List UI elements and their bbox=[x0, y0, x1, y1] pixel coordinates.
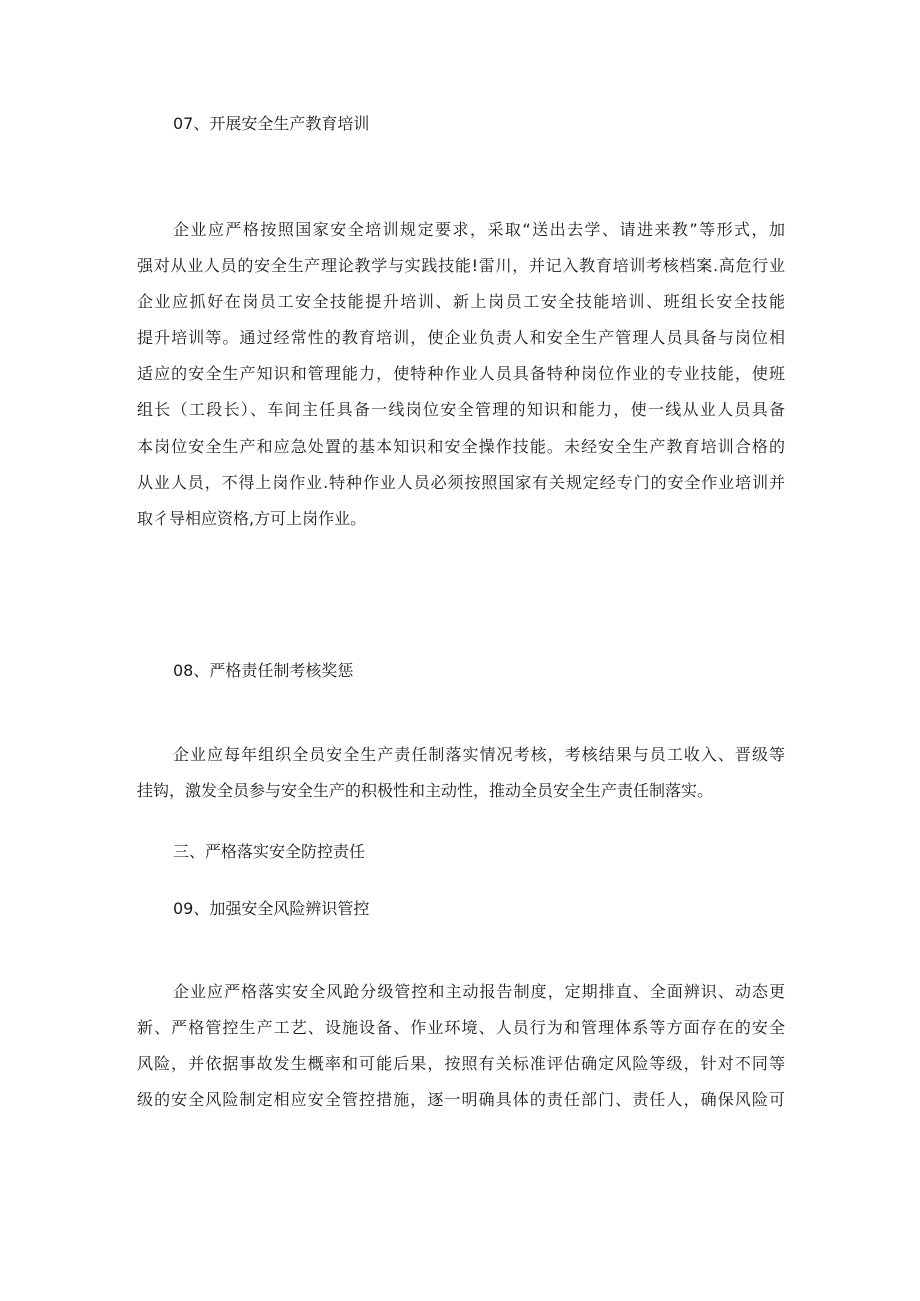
paragraph-line: 适应的安全生产知识和管理能力，使特种作业人员具备特种岗位作业的专业技能，使班 bbox=[137, 364, 785, 384]
section-heading-07: 07、开展安全生产教育培训 bbox=[173, 114, 370, 133]
section-heading-08: 08、严格责任制考核奖惩 bbox=[173, 661, 354, 680]
paragraph-line: 取彳导相应资格,方可上岗作业。 bbox=[137, 508, 367, 528]
paragraph-line: 本岗位安全生产和应急处置的基本知识和安全操作技能。未经安全生产教育培训合格的 bbox=[137, 436, 785, 456]
paragraph-08 bbox=[137, 737, 785, 809]
paragraph-line: 提升培训等。通过经常性的教育培训，使企业负责人和安全生产管理人员具备与岗位相 bbox=[137, 328, 785, 348]
paragraph-line: 级的安全风险制定相应安全管控措施，逐一明确具体的责任部门、责任人，确保风险可 bbox=[137, 1090, 785, 1110]
paragraph-line: 组长（工段长）、车间主任具备一线岗位安全管理的知识和能力，使一线从业人员具备 bbox=[137, 400, 785, 420]
paragraph-line: 企业应严格落实安全风跄分级管控和主动报告制度，定期排直、全面辨识、动态更 bbox=[173, 982, 785, 1001]
paragraph-line: 风险，并依据事故发生概率和可能后果，按照有关标准评估确定风险等级，针对不同等 bbox=[137, 1054, 785, 1074]
paragraph-07 bbox=[137, 212, 785, 537]
paragraph-line: 强对从业人员的安全生产理论教学与实践技能!雷川，并记入教育培训考核档案.高危行业 bbox=[137, 256, 785, 276]
chapter-heading-3: 三、严格落实安全防控责任 bbox=[173, 842, 366, 861]
paragraph-09 bbox=[137, 974, 785, 1118]
paragraph-line: 企业应严格按照国家安全培训规定要求，采取“送出去学、请进来教”等形式，加 bbox=[173, 220, 785, 239]
section-heading-09: 09、加强安全风险辨识管控 bbox=[173, 899, 370, 918]
paragraph-line: 企业应抓好在岗员工安全技能提升培训、新上岗员工安全技能培训、班组长安全技能 bbox=[137, 292, 785, 312]
paragraph-line: 挂钩，激发全员参与安全生产的积极性和主动性，推动全员安全生产责任制落实。 bbox=[137, 781, 714, 801]
paragraph-line: 新、严格管控生产工艺、设施设备、作业环境、人员行为和管理体系等方面存在的安全 bbox=[137, 1018, 785, 1038]
paragraph-line: 企业应每年组织全员安全生产责任制落实情况考核，考核结果与员工收入、晋级等 bbox=[173, 745, 785, 764]
paragraph-line: 从业人员，不得上岗作业.特种作业人员必须按照国家有关规定经专门的安全作业培训并 bbox=[137, 472, 785, 492]
